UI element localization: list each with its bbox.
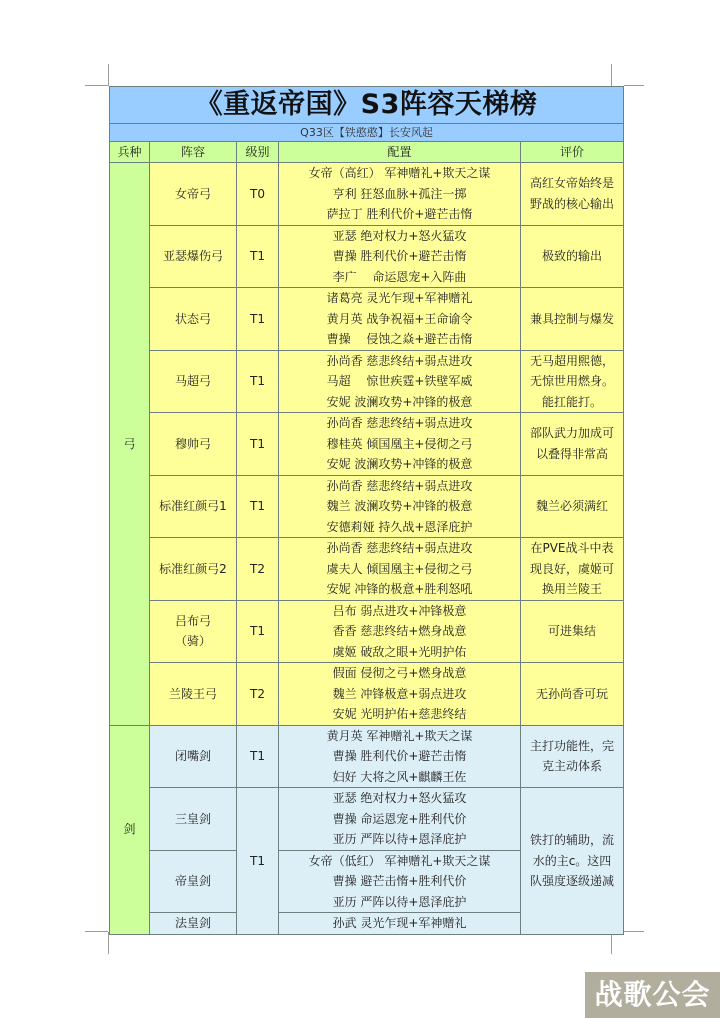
comment xyxy=(521,413,624,476)
config-line: 香香 慈悲终结+燃身战意 xyxy=(332,624,467,638)
config-line: 马超 惊世疾霆+铁壁军威 xyxy=(326,374,473,388)
comment xyxy=(521,725,624,788)
config-line: 李广 命运恩宠+入阵曲 xyxy=(332,269,467,284)
lineup-name xyxy=(150,600,237,663)
watermark-logo: 战歌公会 xyxy=(585,972,720,1018)
table-row xyxy=(110,163,624,226)
table-row xyxy=(110,288,624,351)
comment-line: 主打功能性，完 xyxy=(529,738,614,753)
table-row xyxy=(110,475,624,538)
config-line: 安妮 光明护佑+慈悲终结 xyxy=(332,707,467,721)
config xyxy=(279,413,521,476)
config-line: 妇好 大将之风+麒麟王佐 xyxy=(332,769,467,784)
tier: T2 xyxy=(237,663,279,726)
config-line: 虞夫人 倾国凰主+侵彻之弓 xyxy=(326,561,473,576)
config-line: 曹操 胜利代价+避芒击惰 xyxy=(332,749,467,763)
comment-line: 克主动体系 xyxy=(541,759,602,774)
comment: 极致的输出 xyxy=(521,225,624,288)
subtitle: Q33区【铁憨憨】长安风起 xyxy=(110,124,624,142)
page-title: 《重返帝国》S3阵容天梯榜 xyxy=(110,87,624,124)
comment-line: 野战的核心输出 xyxy=(529,196,614,211)
lineup-name-line: （骑） xyxy=(174,634,211,649)
crop-mark xyxy=(611,932,612,954)
lineup-name: 帝皇剑 xyxy=(150,850,237,913)
comment xyxy=(521,163,624,226)
config-line: 黄月英 军神赠礼+欺天之谋 xyxy=(326,728,473,743)
config xyxy=(279,788,521,851)
comment-line: 以叠得非常高 xyxy=(535,446,608,461)
config xyxy=(279,663,521,726)
config-line: 孙尚香 慈悲终结+弱点进攻 xyxy=(326,353,473,368)
config xyxy=(279,163,521,226)
config-line: 曹操 侵蚀之焱+避芒击惰 xyxy=(326,332,473,346)
config-line: 女帝（低红） 军神赠礼+欺天之谋 xyxy=(308,853,491,868)
config-line: 孙武 灵光乍现+军神赠礼 xyxy=(332,916,467,930)
lineup-name: 标准红颜弓2 xyxy=(150,538,237,601)
table-header xyxy=(110,142,624,163)
ladder-table xyxy=(109,86,624,935)
config xyxy=(279,225,521,288)
lineup-name: 亚瑟爆伤弓 xyxy=(150,225,237,288)
config xyxy=(279,350,521,413)
config xyxy=(279,288,521,351)
comment-line: 能扛能打。 xyxy=(541,394,602,409)
comment xyxy=(521,788,624,935)
comment: 魏兰必须满红 xyxy=(521,475,624,538)
lineup-name-line: 吕布弓 xyxy=(174,613,211,628)
table-row xyxy=(110,225,624,288)
comment-line: 部队武力加成可 xyxy=(529,426,614,441)
lineup-name: 状态弓 xyxy=(150,288,237,351)
tier: T1 xyxy=(237,413,279,476)
crop-mark xyxy=(611,64,612,86)
comment-line: 无马超用熙德， xyxy=(529,353,614,368)
crop-mark xyxy=(85,85,108,86)
config-line: 吕布 弱点进攻+冲锋极意 xyxy=(332,603,467,618)
config xyxy=(279,913,521,935)
config-line: 曹操 胜利代价+避芒击惰 xyxy=(332,249,467,263)
crop-mark xyxy=(108,932,109,954)
config-line: 穆桂英 倾国凰主+侵彻之弓 xyxy=(326,436,473,451)
comment-line: 换用兰陵王 xyxy=(541,582,602,596)
header-comment: 评价 xyxy=(521,142,624,163)
config-line: 安妮 波澜攻势+冲锋的极意 xyxy=(326,457,473,471)
comment-line: 在PVE战斗中表 xyxy=(530,541,614,555)
tier: T1 xyxy=(237,788,279,935)
tier: T2 xyxy=(237,538,279,601)
tier: T1 xyxy=(237,288,279,351)
tier: T1 xyxy=(237,600,279,663)
config-line: 魏兰 波澜攻势+冲锋的极意 xyxy=(326,499,473,513)
lineup-name: 女帝弓 xyxy=(150,163,237,226)
ladder-sheet xyxy=(109,86,623,935)
comment-line: 高红女帝始终是 xyxy=(529,176,614,191)
comment: 兼具控制与爆发 xyxy=(521,288,624,351)
config xyxy=(279,850,521,913)
lineup-name: 闭嘴剑 xyxy=(150,725,237,788)
tier: T0 xyxy=(237,163,279,226)
config-line: 假面 侵彻之弓+燃身战意 xyxy=(332,666,467,680)
crop-mark xyxy=(108,64,109,86)
table-row xyxy=(110,600,624,663)
config-line: 孙尚香 慈悲终结+弱点进攻 xyxy=(326,541,473,555)
table-row xyxy=(110,350,624,413)
config-line: 亚瑟 绝对权力+怒火猛攻 xyxy=(332,791,467,805)
config-line: 黄月英 战争祝福+王命谕令 xyxy=(326,311,473,326)
lineup-name: 兰陵王弓 xyxy=(150,663,237,726)
lineup-name: 穆帅弓 xyxy=(150,413,237,476)
lineup-name: 标准红颜弓1 xyxy=(150,475,237,538)
tier: T1 xyxy=(237,350,279,413)
comment-line: 水的主c。这四 xyxy=(532,853,612,868)
config-line: 孙尚香 慈悲终结+弱点进攻 xyxy=(326,478,473,493)
tier: T1 xyxy=(237,225,279,288)
comment-line: 无惊世用燃身。 xyxy=(529,374,614,388)
config-line: 亚历 严阵以待+恩泽庇护 xyxy=(332,894,467,909)
config-line: 亨利 狂怒血脉+孤注一掷 xyxy=(332,186,467,201)
crop-mark xyxy=(85,931,108,932)
table-row xyxy=(110,538,624,601)
config-line: 孙尚香 慈悲终结+弱点进攻 xyxy=(326,416,473,430)
unit-type-bow: 弓 xyxy=(110,163,150,726)
comment xyxy=(521,350,624,413)
table-row xyxy=(110,413,624,476)
config-line: 诸葛亮 灵光乍现+军神赠礼 xyxy=(326,291,473,305)
config xyxy=(279,725,521,788)
unit-type-sword: 剑 xyxy=(110,725,150,934)
comment-line: 铁打的辅助，流 xyxy=(529,833,614,847)
config-line: 安德莉娅 持久战+恩泽庇护 xyxy=(326,519,473,534)
header-lineup: 阵容 xyxy=(150,142,237,163)
tier: T1 xyxy=(237,475,279,538)
config-line: 安妮 波澜攻势+冲锋的极意 xyxy=(326,394,473,409)
header-config: 配置 xyxy=(279,142,521,163)
lineup-name: 马超弓 xyxy=(150,350,237,413)
config-line: 魏兰 冲锋极意+弱点进攻 xyxy=(332,686,467,701)
comment-line: 队强度逐级递减 xyxy=(529,874,614,888)
lineup-name: 法皇剑 xyxy=(150,913,237,935)
comment-line: 现良好，虞姬可 xyxy=(529,561,614,576)
header-type: 兵种 xyxy=(110,142,150,163)
config-line: 亚瑟 绝对权力+怒火猛攻 xyxy=(332,228,467,243)
comment: 无孙尚香可玩 xyxy=(521,663,624,726)
header-tier: 级别 xyxy=(237,142,279,163)
config-line: 虞姬 破敌之眼+光明护佑 xyxy=(332,644,467,659)
config xyxy=(279,475,521,538)
config xyxy=(279,538,521,601)
lineup-name: 三皇剑 xyxy=(150,788,237,851)
config-line: 曹操 避芒击惰+胜利代价 xyxy=(332,874,467,888)
crop-mark xyxy=(624,931,644,932)
config-line: 萨拉丁 胜利代价+避芒击惰 xyxy=(326,207,473,221)
table-row xyxy=(110,725,624,788)
config-line: 曹操 命运恩宠+胜利代价 xyxy=(332,811,467,826)
comment: 可进集结 xyxy=(521,600,624,663)
config-line: 安妮 冲锋的极意+胜利怒吼 xyxy=(326,582,473,596)
config-line: 女帝（高红） 军神赠礼+欺天之谋 xyxy=(308,166,491,180)
config xyxy=(279,600,521,663)
table-row xyxy=(110,788,624,851)
config-line: 亚历 严阵以待+恩泽庇护 xyxy=(332,832,467,846)
tier: T1 xyxy=(237,725,279,788)
comment xyxy=(521,538,624,601)
table-row xyxy=(110,663,624,726)
crop-mark xyxy=(624,85,644,86)
